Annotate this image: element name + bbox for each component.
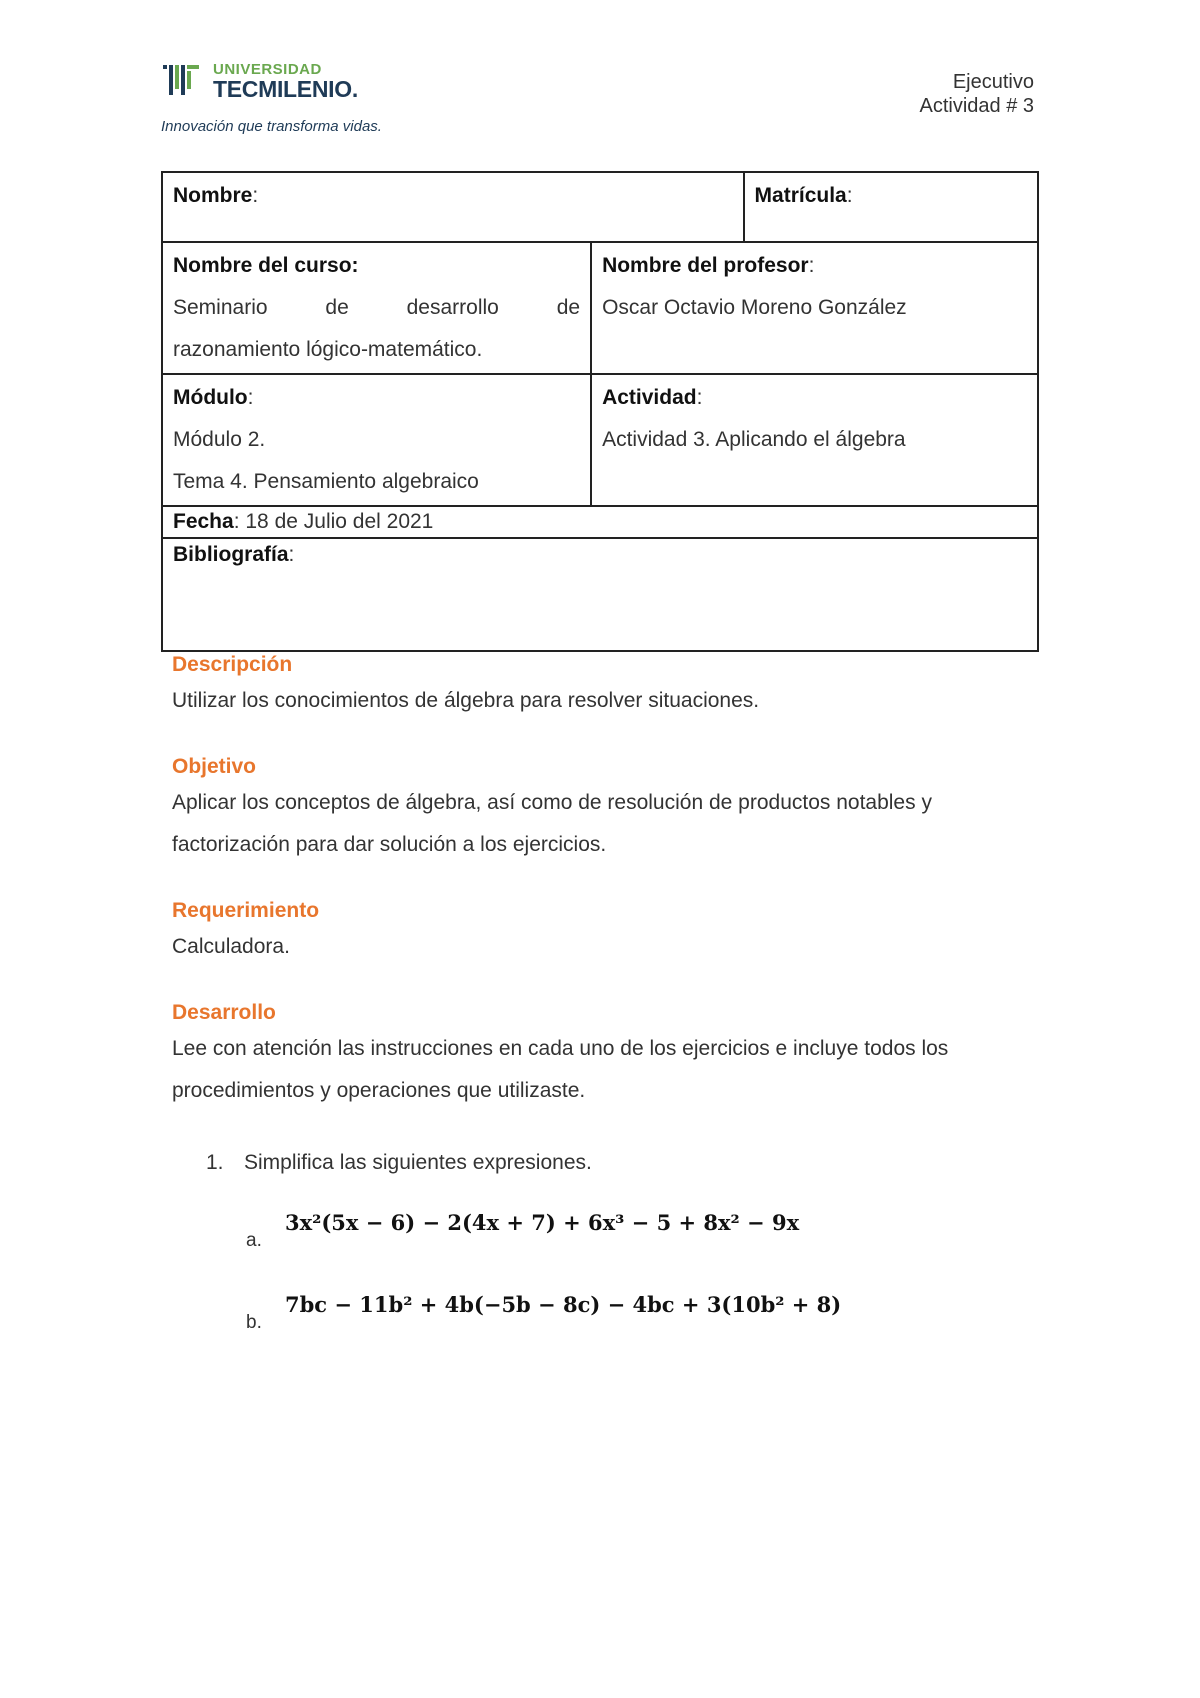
- cell-profesor: Nombre del profesor: Oscar Octavio Moreno González: [591, 242, 1038, 374]
- profesor-value: Oscar Octavio Moreno González: [602, 296, 907, 319]
- exercise-item-a: [172, 1210, 1042, 1270]
- section-text: Aplicar los conceptos de álgebra, así como de resolución de productos notables y factorización para dar solución a los ejercicios.: [172, 791, 932, 856]
- actividad-label: Actividad: [602, 386, 697, 409]
- cell-nombre: Nombre:: [162, 172, 744, 242]
- bibliografia-label: Bibliografía: [173, 543, 289, 566]
- curso-value-line1: Seminario de desarrollo de: [173, 296, 581, 319]
- section-text: Calculadora.: [172, 935, 290, 958]
- section-title: Requerimiento: [172, 899, 320, 922]
- actividad-value: Actividad 3. Aplicando el álgebra: [602, 428, 906, 451]
- profesor-label: Nombre del profesor: [602, 254, 809, 277]
- matricula-label: Matrícula: [754, 184, 847, 207]
- cell-curso: [162, 242, 591, 374]
- math-expression: 3x²(5x − 6) − 2(4x + 7) + 6x³ − 5 + 8x² − 9x: [285, 1210, 800, 1235]
- cell-matricula: Matrícula:: [744, 172, 1038, 242]
- section-title: Objetivo: [172, 755, 257, 778]
- fecha-label: Fecha: [173, 510, 234, 533]
- section-objetivo: [172, 752, 1042, 866]
- section-desarrollo: [172, 998, 1042, 1112]
- exercise-number: 1.: [206, 1151, 224, 1174]
- cell-bibliografia: Bibliografía:: [162, 538, 1038, 651]
- section-requerimiento: [172, 896, 1042, 968]
- section-descripcion: [172, 650, 1042, 722]
- logo-name-text: TECMILENIO.: [213, 76, 358, 102]
- curso-label: Nombre del curso:: [173, 254, 359, 277]
- tecmilenio-logo: [161, 58, 421, 138]
- tema-value: Tema 4. Pensamiento algebraico: [173, 470, 479, 493]
- modulo-label: Módulo: [173, 386, 248, 409]
- header-line-actividad: Actividad # 3: [919, 95, 1034, 117]
- cell-actividad: Actividad: Actividad 3. Aplicando el álgebra: [591, 374, 1038, 506]
- activity-content: [172, 650, 1042, 1352]
- student-info-table: [161, 171, 1039, 652]
- section-title: Descripción: [172, 653, 293, 676]
- nombre-label: Nombre: [173, 184, 253, 207]
- cell-fecha: Fecha: 18 de Julio del 2021: [162, 506, 1038, 538]
- cell-modulo: Módulo: Módulo 2. Tema 4. Pensamiento algebraico: [162, 374, 591, 506]
- logo-university-text: UNIVERSIDAD: [213, 61, 322, 78]
- exercise-1: [172, 1142, 1042, 1352]
- logo-tagline: Innovación que transforma vidas.: [161, 118, 382, 135]
- item-letter: b.: [246, 1312, 262, 1333]
- header-line-ejecutivo: Ejecutivo: [952, 71, 1034, 93]
- exercise-item-b: [172, 1292, 1042, 1352]
- fecha-value: 18 de Julio del 2021: [245, 510, 434, 533]
- exercise-instruction: Simplifica las siguientes expresiones.: [244, 1151, 592, 1174]
- section-text: Utilizar los conocimientos de álgebra para resolver situaciones.: [172, 689, 760, 712]
- modulo-value: Módulo 2.: [173, 428, 266, 451]
- section-title: Desarrollo: [172, 1001, 276, 1024]
- header-right: [919, 70, 1034, 118]
- tecmilenio-logo-mark: [161, 63, 205, 99]
- section-text: Lee con atención las instrucciones en cada uno de los ejercicios e incluye todos los procedimientos y operaciones que utilizaste.: [172, 1037, 949, 1102]
- curso-value-line2: razonamiento lógico-matemático.: [173, 338, 483, 361]
- item-letter: a.: [246, 1230, 262, 1251]
- math-expression: 7bc − 11b² + 4b(−5b − 8c) − 4bc + 3(10b² + 8): [285, 1292, 842, 1317]
